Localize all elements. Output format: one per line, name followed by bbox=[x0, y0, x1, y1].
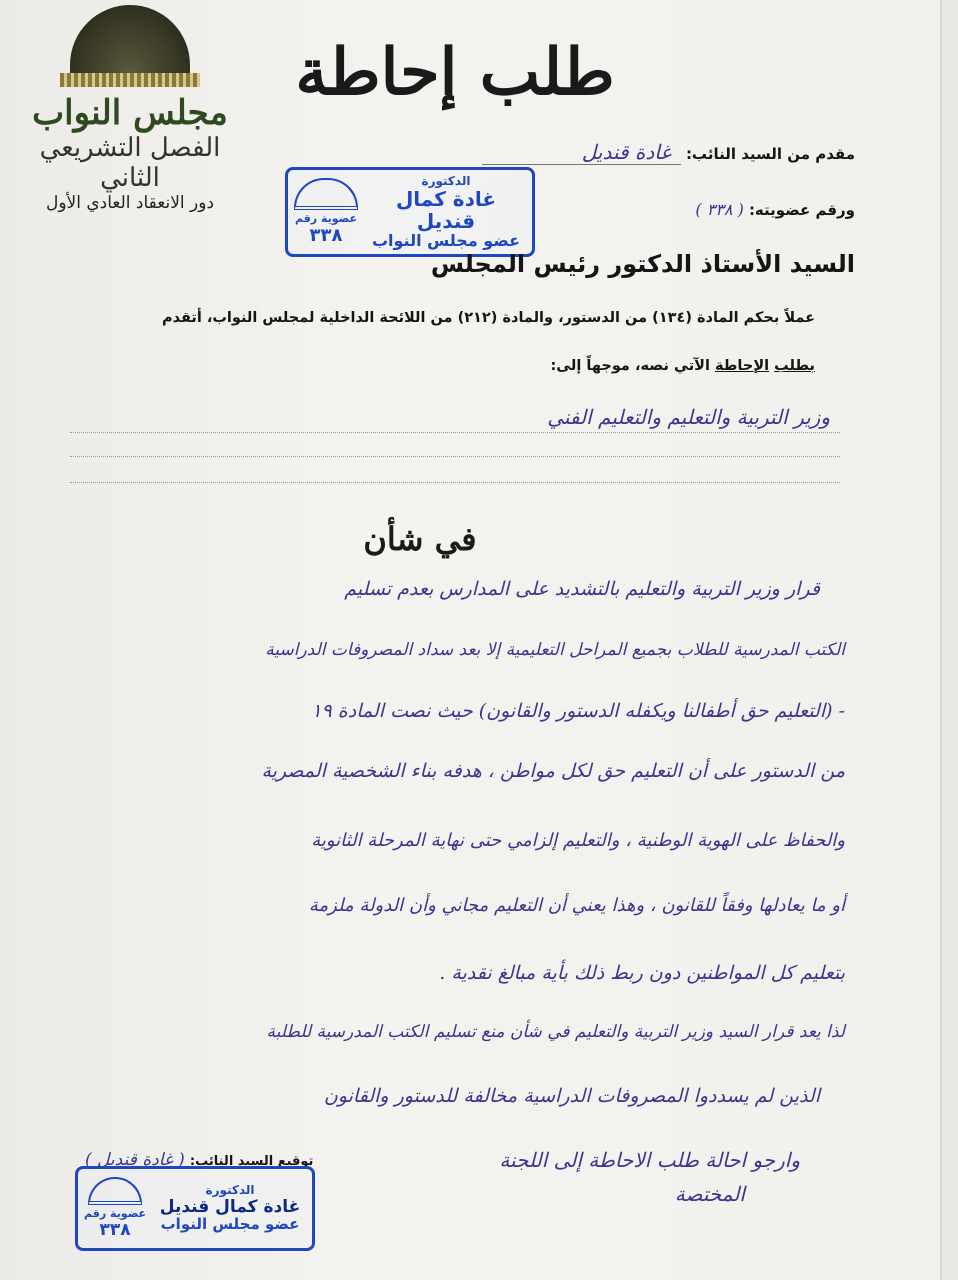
stamp-name: غادة كمال قنديل bbox=[395, 186, 497, 233]
logo-subtitle: الفصل التشريعي الثاني bbox=[39, 133, 221, 193]
intro-line-2 bbox=[550, 358, 815, 374]
body-line: لذا يعد قرار السيد وزير التربية والتعليم في شأن منع تسليم الكتب المدرسية للطلبة bbox=[266, 1022, 845, 1042]
signature-label: توقيع السيد النائب: bbox=[189, 1154, 314, 1169]
intro-directed: الآتي نصه، موجهاً إلى: bbox=[550, 358, 715, 374]
body-line: والحفاظ على الهوية الوطنية ، والتعليم إلزامي حتى نهاية المرحلة الثانوية bbox=[311, 830, 845, 851]
stamp-member-label: عضوية رقم bbox=[294, 212, 358, 225]
closing-line-2: المختصة bbox=[674, 1182, 745, 1206]
addressee: السيد الأستاذ الدكتور رئيس المجلس bbox=[430, 250, 855, 278]
submitted-by-row bbox=[375, 140, 855, 164]
stamp-role: عضو مجلس النواب bbox=[371, 230, 521, 250]
stamp-member-number: ٣٣٨ bbox=[309, 225, 343, 246]
signature-stamp bbox=[75, 1166, 315, 1251]
intro-briefing: الإحاطة bbox=[714, 358, 770, 374]
logo-session: دور الانعقاد العادي الأول bbox=[45, 193, 215, 213]
logo-title: مجلس النواب bbox=[32, 93, 228, 133]
body-line: أو ما يعادلها وفقاً للقانون ، وهذا يعني أن التعليم مجاني وأن الدولة ملزمة bbox=[308, 895, 845, 916]
parliament-logo bbox=[20, 5, 240, 213]
body-line: من الدستور على أن التعليم حق لكل مواطن ، هدفه بناء الشخصية المصرية bbox=[261, 760, 845, 782]
dome-emblem bbox=[70, 5, 190, 75]
membership-row bbox=[695, 200, 855, 219]
stamp-title: الدكتورة bbox=[205, 1183, 255, 1198]
member-stamp bbox=[285, 167, 535, 257]
stamp-member-label: عضوية رقم bbox=[84, 1207, 147, 1220]
document-title: طلب إحاطة bbox=[295, 35, 615, 110]
ruled-line bbox=[70, 482, 840, 483]
recipient: وزير التربية والتعليم والتعليم الفني bbox=[547, 405, 830, 429]
body-line: الكتب المدرسية للطلاب بجميع المراحل التعليمية إلا بعد سداد المصروفات الدراسية bbox=[265, 640, 845, 660]
intro-line-1: عملاً بحكم المادة (١٣٤) من الدستور، والمادة (٢١٢) من اللائحة الداخلية لمجلس النواب، أتقدم bbox=[161, 310, 815, 326]
body-line: بتعليم كل المواطنين دون ربط ذلك بأية مبالغ نقدية . bbox=[439, 962, 845, 984]
ruled-line bbox=[70, 456, 840, 457]
membership-label: ورقم عضويته: bbox=[748, 201, 855, 219]
stamp-member-number: ٣٣٨ bbox=[99, 1220, 131, 1240]
body-line: - (التعليم حق أطفالنا ويكفله الدستور والقانون) حيث نصت المادة ١٩ bbox=[311, 700, 845, 722]
submitted-by-label: مقدم من السيد النائب: bbox=[685, 145, 855, 163]
ruled-line bbox=[70, 432, 840, 433]
stamp-dome-icon bbox=[88, 1177, 142, 1205]
stamp-name: غادة كمال قنديل bbox=[159, 1196, 301, 1217]
stamp-role: عضو مجلس النواب bbox=[160, 1215, 300, 1234]
subject-heading: في شأن bbox=[363, 520, 477, 558]
body-line: الذين لم يسددوا المصروفات الدراسية مخالفة للدستور والقانون bbox=[323, 1085, 820, 1107]
stamp-dome-icon bbox=[294, 178, 358, 210]
membership-value: ( ٣٣٨ ) bbox=[695, 200, 744, 219]
body-line: قرار وزير التربية والتعليم بالتشديد على المدارس بعدم تسليم bbox=[344, 578, 820, 600]
signature-value: ( غادة قنديل ) bbox=[85, 1150, 185, 1170]
stamp-title: الدكتورة bbox=[421, 173, 471, 188]
closing-line-1: وارجو احالة طلب الاحاطة إلى اللجنة bbox=[499, 1148, 800, 1172]
intro-request: بطلب bbox=[774, 358, 815, 374]
submitted-by-value: غادة قنديل bbox=[482, 140, 681, 165]
